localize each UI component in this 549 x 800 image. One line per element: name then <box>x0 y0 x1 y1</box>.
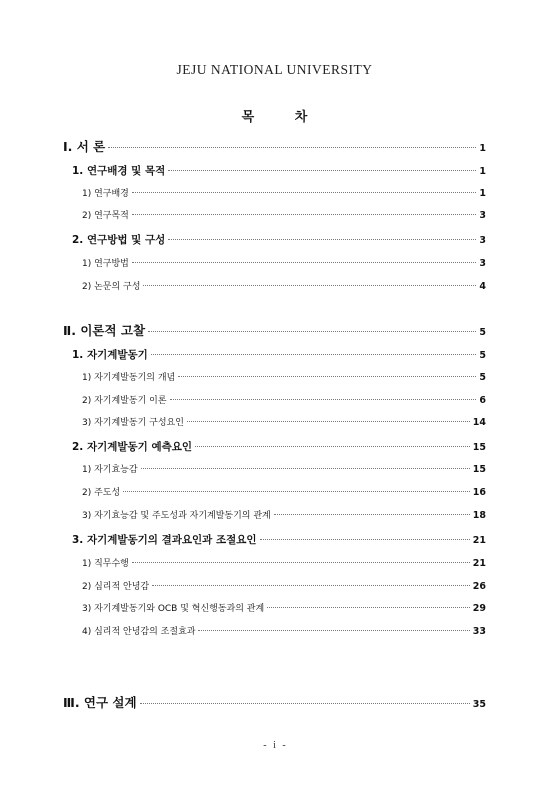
toc-entry-label: Ⅲ. 연구 설계 <box>63 695 137 710</box>
toc-entry-label: 1) 자기계발동기의 개념 <box>82 373 176 383</box>
dot-leader <box>267 606 470 608</box>
toc-entry-label: Ⅰ. 서 론 <box>63 139 106 154</box>
toc-entry[interactable] <box>82 485 486 498</box>
toc-entry-page: 1 <box>479 143 486 154</box>
dot-leader <box>148 330 476 332</box>
toc-entry-page: 21 <box>472 558 486 569</box>
dot-leader <box>141 467 470 469</box>
toc-entry[interactable] <box>82 393 486 406</box>
toc-entry-label: Ⅱ. 이론적 고찰 <box>63 323 146 338</box>
toc-entry-label: 3) 자기계발동기 구성요인 <box>82 418 184 428</box>
toc-entry[interactable] <box>82 508 486 521</box>
toc-entry-page: 21 <box>472 535 486 546</box>
toc-entry-label: 1) 연구배경 <box>82 189 129 199</box>
toc-entry-page: 5 <box>479 327 486 338</box>
dot-leader <box>123 490 470 492</box>
toc-entry-page: 15 <box>472 464 486 475</box>
toc-entry[interactable] <box>63 693 486 711</box>
toc-entry-label: 2) 논문의 구성 <box>82 282 141 292</box>
toc-entry[interactable] <box>72 232 486 247</box>
toc-entry[interactable] <box>82 370 486 383</box>
toc-entry[interactable] <box>82 208 486 221</box>
toc-entry[interactable] <box>82 624 486 637</box>
toc-entry-page: 5 <box>479 350 486 361</box>
toc-entry-page: 35 <box>472 699 486 710</box>
toc-entry-label: 1) 자기효능감 <box>82 465 138 475</box>
dot-leader <box>168 169 476 171</box>
toc-title: 목 차 <box>241 110 308 125</box>
toc-entry[interactable] <box>72 439 486 454</box>
toc-entry[interactable] <box>82 256 486 269</box>
dot-leader <box>187 420 470 422</box>
toc-entry-label: 3) 자기효능감 및 주도성과 자기계발동기의 관계 <box>82 511 271 521</box>
toc-entry[interactable] <box>82 462 486 475</box>
toc-entry-page: 5 <box>479 372 486 383</box>
page-number: - i - <box>263 740 286 751</box>
toc-entry-page: 3 <box>479 235 486 246</box>
dot-leader <box>132 213 477 215</box>
dot-leader <box>143 284 476 286</box>
toc-entry-page: 33 <box>472 626 486 637</box>
toc-entry-label: 2. 자기계발동기 예측요인 <box>72 441 193 453</box>
dot-leader <box>132 191 477 193</box>
dot-leader <box>195 445 470 447</box>
toc-entry-label: 1) 직무수행 <box>82 559 129 569</box>
toc-entry-label: 1. 연구배경 및 목적 <box>72 165 166 177</box>
toc-entry-label: 1. 자기계발동기 <box>72 349 148 361</box>
toc-entry-page: 29 <box>472 603 486 614</box>
toc-entry-page: 3 <box>479 210 486 221</box>
toc-entry-page: 18 <box>472 510 486 521</box>
toc-entry-page: 1 <box>479 188 486 199</box>
toc-entry-label: 2) 주도성 <box>82 488 121 498</box>
dot-leader <box>140 702 470 704</box>
dot-leader <box>151 353 477 355</box>
toc-entry-label: 1) 연구방법 <box>82 259 129 269</box>
toc-entry[interactable] <box>63 137 486 155</box>
toc-entry-page: 16 <box>472 487 486 498</box>
dot-leader <box>260 538 470 540</box>
toc-entry-page: 4 <box>479 281 486 292</box>
toc-entry-page: 6 <box>479 395 486 406</box>
dot-leader <box>152 584 470 586</box>
toc-entry-label: 3) 자기계발동기와 OCB 및 혁신행동과의 관계 <box>82 604 265 614</box>
dot-leader <box>132 261 477 263</box>
toc-entry-label: 2) 자기계발동기 이론 <box>82 396 167 406</box>
toc-entry-label: 2) 연구목적 <box>82 211 129 221</box>
dot-leader <box>170 398 477 400</box>
toc-entry-page: 1 <box>479 166 486 177</box>
dot-leader <box>168 238 476 240</box>
toc-entry[interactable] <box>63 321 486 339</box>
toc-entry-label: 3. 자기계발동기의 결과요인과 조절요인 <box>72 534 257 546</box>
toc-entry-page: 14 <box>472 417 486 428</box>
toc-entry[interactable] <box>72 163 486 178</box>
toc-entry[interactable] <box>82 279 486 292</box>
toc-entry[interactable] <box>82 579 486 592</box>
dot-leader <box>274 513 470 515</box>
toc-entry[interactable] <box>82 601 486 614</box>
dot-leader <box>198 629 469 631</box>
toc-entry[interactable] <box>72 347 486 362</box>
toc-entry[interactable] <box>82 556 486 569</box>
dot-leader <box>108 146 476 148</box>
university-header: JEJU NATIONAL UNIVERSITY <box>176 62 373 77</box>
dot-leader <box>178 375 476 377</box>
dot-leader <box>132 561 470 563</box>
toc-entry-label: 4) 심리적 안녕감의 조절효과 <box>82 627 196 637</box>
toc-entry-page: 26 <box>472 581 486 592</box>
toc-entry-label: 2. 연구방법 및 구성 <box>72 234 166 246</box>
toc-entry[interactable] <box>82 415 486 428</box>
toc-entry-label: 2) 심리적 안녕감 <box>82 582 150 592</box>
toc-entry[interactable] <box>82 186 486 199</box>
toc-entry-page: 15 <box>472 442 486 453</box>
toc-entry[interactable] <box>72 532 486 547</box>
toc-entry-page: 3 <box>479 258 486 269</box>
